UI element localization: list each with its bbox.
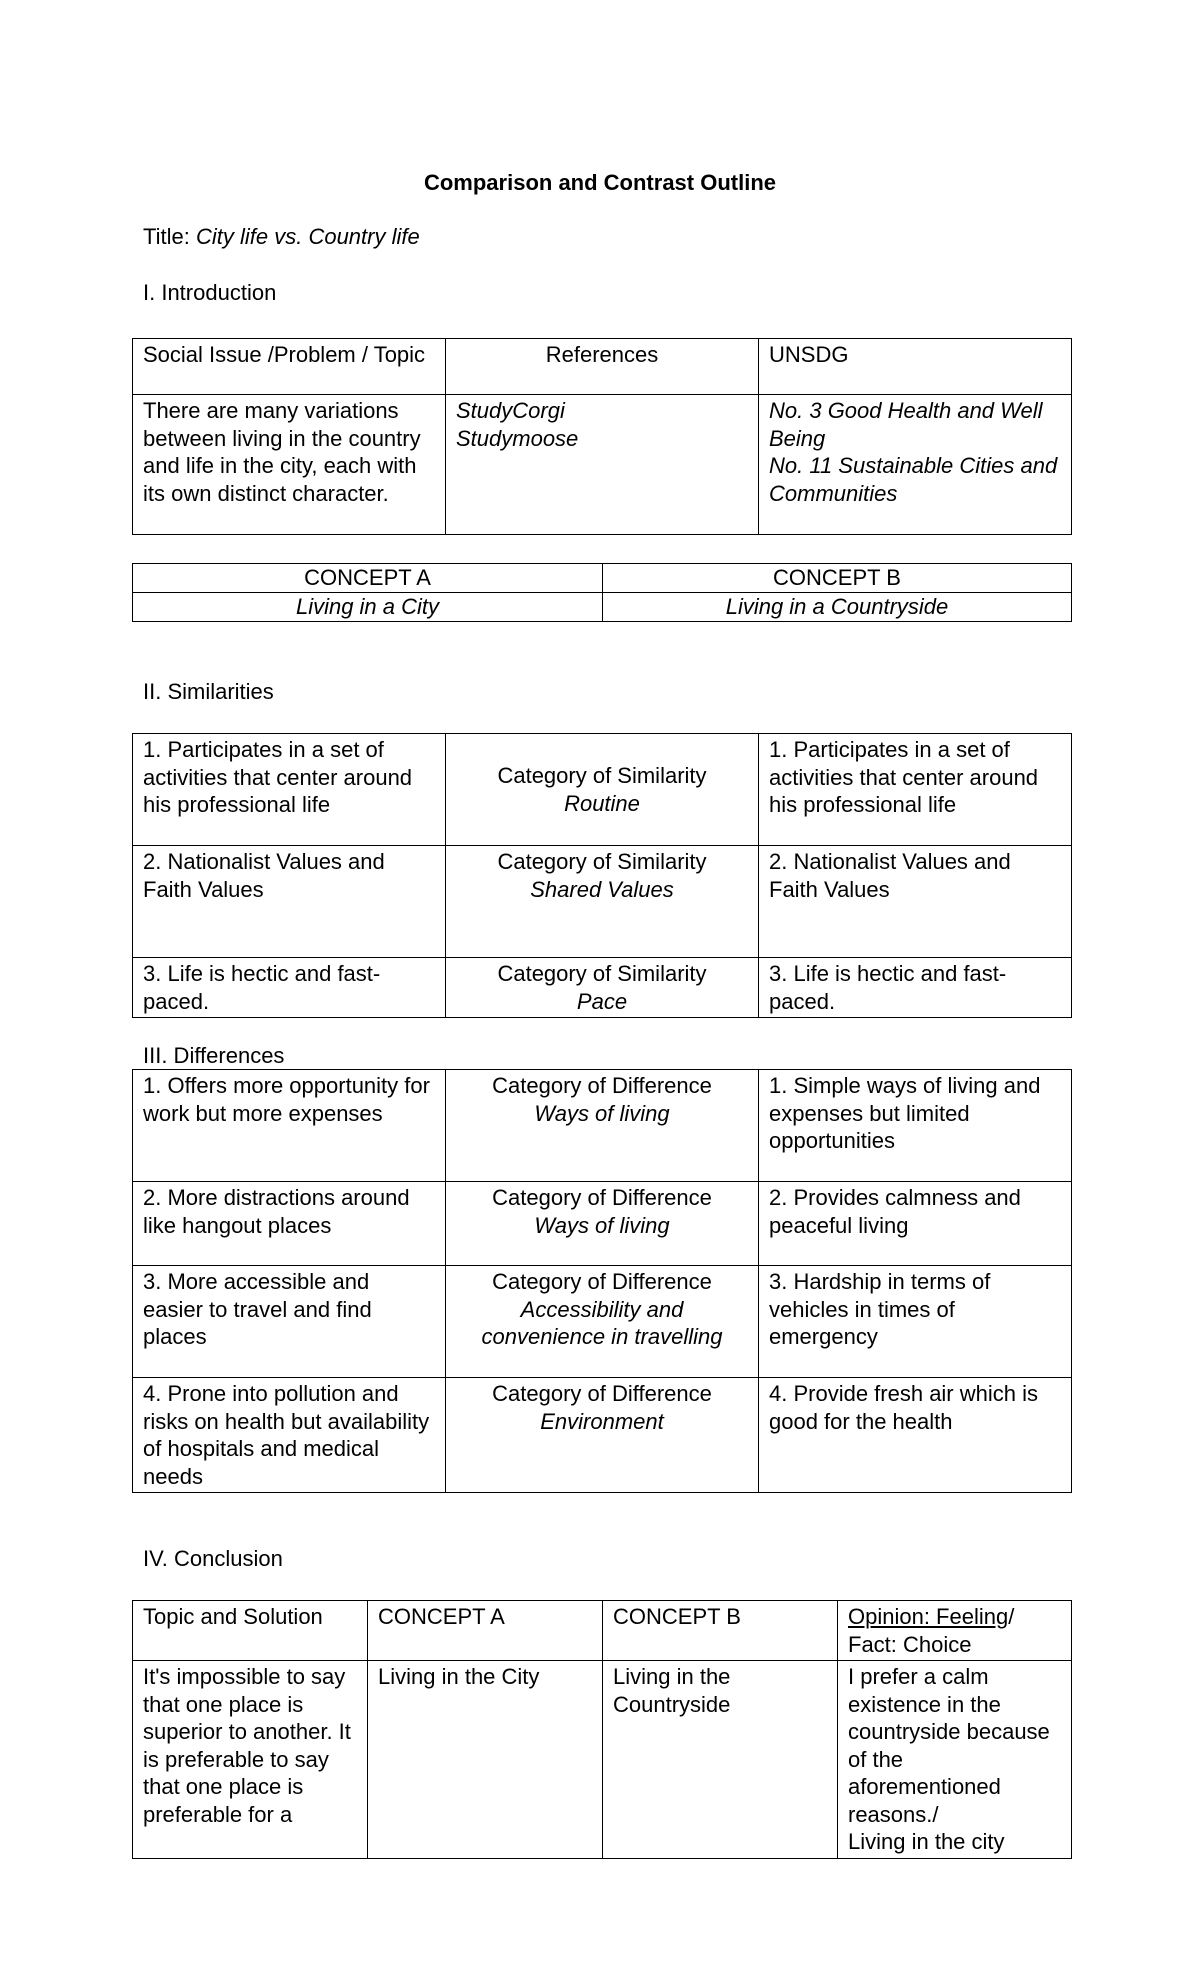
similarity-b: 2. Nationalist Values and Faith Values [759,846,1072,958]
document-heading: Comparison and Contrast Outline [423,170,777,195]
opinion-text-2: Living in the city [848,1829,1005,1854]
difference-b: 3. Hardship in terms of vehicles in times of emergency [759,1266,1072,1378]
category-value: Shared Values [530,876,674,902]
difference-category [446,1070,759,1182]
unsdg-item: No. 11 Sustainable Cities and Communities [769,453,1058,506]
difference-a: 4. Prone into pollution and risks on health but availability of hospitals and medical needs [133,1378,446,1493]
intro-references [446,395,759,535]
similarity-a: 2. Nationalist Values and Faith Values [133,846,446,958]
concept-b-value: Living in a Countryside [603,593,1072,622]
difference-b: 4. Provide fresh air which is good for the health [759,1378,1072,1493]
category-value: Ways of living [534,1100,670,1126]
difference-category [446,1266,759,1378]
conclusion-header-topic: Topic and Solution [133,1601,368,1661]
conclusion-header-opinion [838,1601,1072,1661]
opinion-text: I prefer a calm existence in the countryside because of the aforementioned reasons./ [848,1664,1050,1827]
intro-header-references: References [446,339,759,395]
conclusion-header-concept-a: CONCEPT A [368,1601,603,1661]
conclusion-header-concept-b: CONCEPT B [603,1601,838,1661]
similarity-b: 1. Participates in a set of activities that center around his professional life [759,734,1072,846]
category-label: Category of Difference [492,1073,712,1098]
opinion-rest: / Fact: Choice [848,1604,1015,1657]
difference-b: 1. Simple ways of living and expenses but limited opportunities [759,1070,1072,1182]
category-label: Category of Similarity [497,961,707,986]
category-value: Routine [564,790,640,816]
difference-b: 2. Provides calmness and peaceful living [759,1182,1072,1266]
concept-b-label: CONCEPT B [603,564,1072,593]
category-label: Category of Difference [492,1381,712,1406]
concept-a-value: Living in a City [133,593,603,622]
category-value: Environment [540,1408,664,1434]
intro-header-topic: Social Issue /Problem / Topic [133,339,446,395]
category-value: Pace [576,988,628,1014]
similarity-category [446,734,759,846]
similarity-category [446,958,759,1018]
category-value: Ways of living [534,1212,670,1238]
intro-header-unsdg: UNSDG [759,339,1072,395]
similarity-category [446,846,759,958]
category-label: Category of Similarity [497,763,707,788]
introduction-table [132,338,1072,535]
opinion-underlined: Opinion: Feeling [848,1604,1009,1629]
similarities-table [132,733,1072,1018]
concepts-table [132,563,1072,622]
differences-table [132,1069,1072,1493]
difference-a: 2. More distractions around like hangout places [133,1182,446,1266]
conclusion-topic-text: It's impossible to say that one place is superior to another. It is preferable to say that one place is preferable for a [133,1661,368,1859]
intro-issue-text: There are many variations between living in the country and life in the city, each with its own distinct character. [133,395,446,535]
intro-unsdg [759,395,1072,535]
title-label: Title: [143,224,190,249]
concept-a-label: CONCEPT A [133,564,603,593]
category-label: Category of Similarity [497,849,707,874]
category-value: Accessibility and convenience in travelling [481,1296,723,1349]
conclusion-concept-b-text: Living in the Countryside [603,1661,838,1859]
similarities-heading: II. Similarities [143,679,274,704]
reference-item: StudyCorgi [456,398,565,423]
reference-item: Studymoose [456,425,579,451]
conclusion-heading: IV. Conclusion [143,1546,283,1571]
difference-category [446,1378,759,1493]
differences-heading: III. Differences [143,1043,285,1068]
category-label: Category of Difference [492,1185,712,1210]
conclusion-opinion-text [838,1661,1072,1859]
difference-a: 3. More accessible and easier to travel and find places [133,1266,446,1378]
conclusion-concept-a-text: Living in the City [368,1661,603,1859]
unsdg-item: No. 3 Good Health and Well Being [769,398,1043,451]
similarity-a: 1. Participates in a set of activities that center around his professional life [133,734,446,846]
category-label: Category of Difference [492,1269,712,1294]
introduction-heading: I. Introduction [143,280,277,305]
difference-category [446,1182,759,1266]
difference-a: 1. Offers more opportunity for work but more expenses [133,1070,446,1182]
title-value: City life vs. Country life [195,224,420,249]
similarity-b: 3. Life is hectic and fast-paced. [759,958,1072,1018]
conclusion-table [132,1600,1072,1859]
title-line [143,223,420,251]
similarity-a: 3. Life is hectic and fast-paced. [133,958,446,1018]
